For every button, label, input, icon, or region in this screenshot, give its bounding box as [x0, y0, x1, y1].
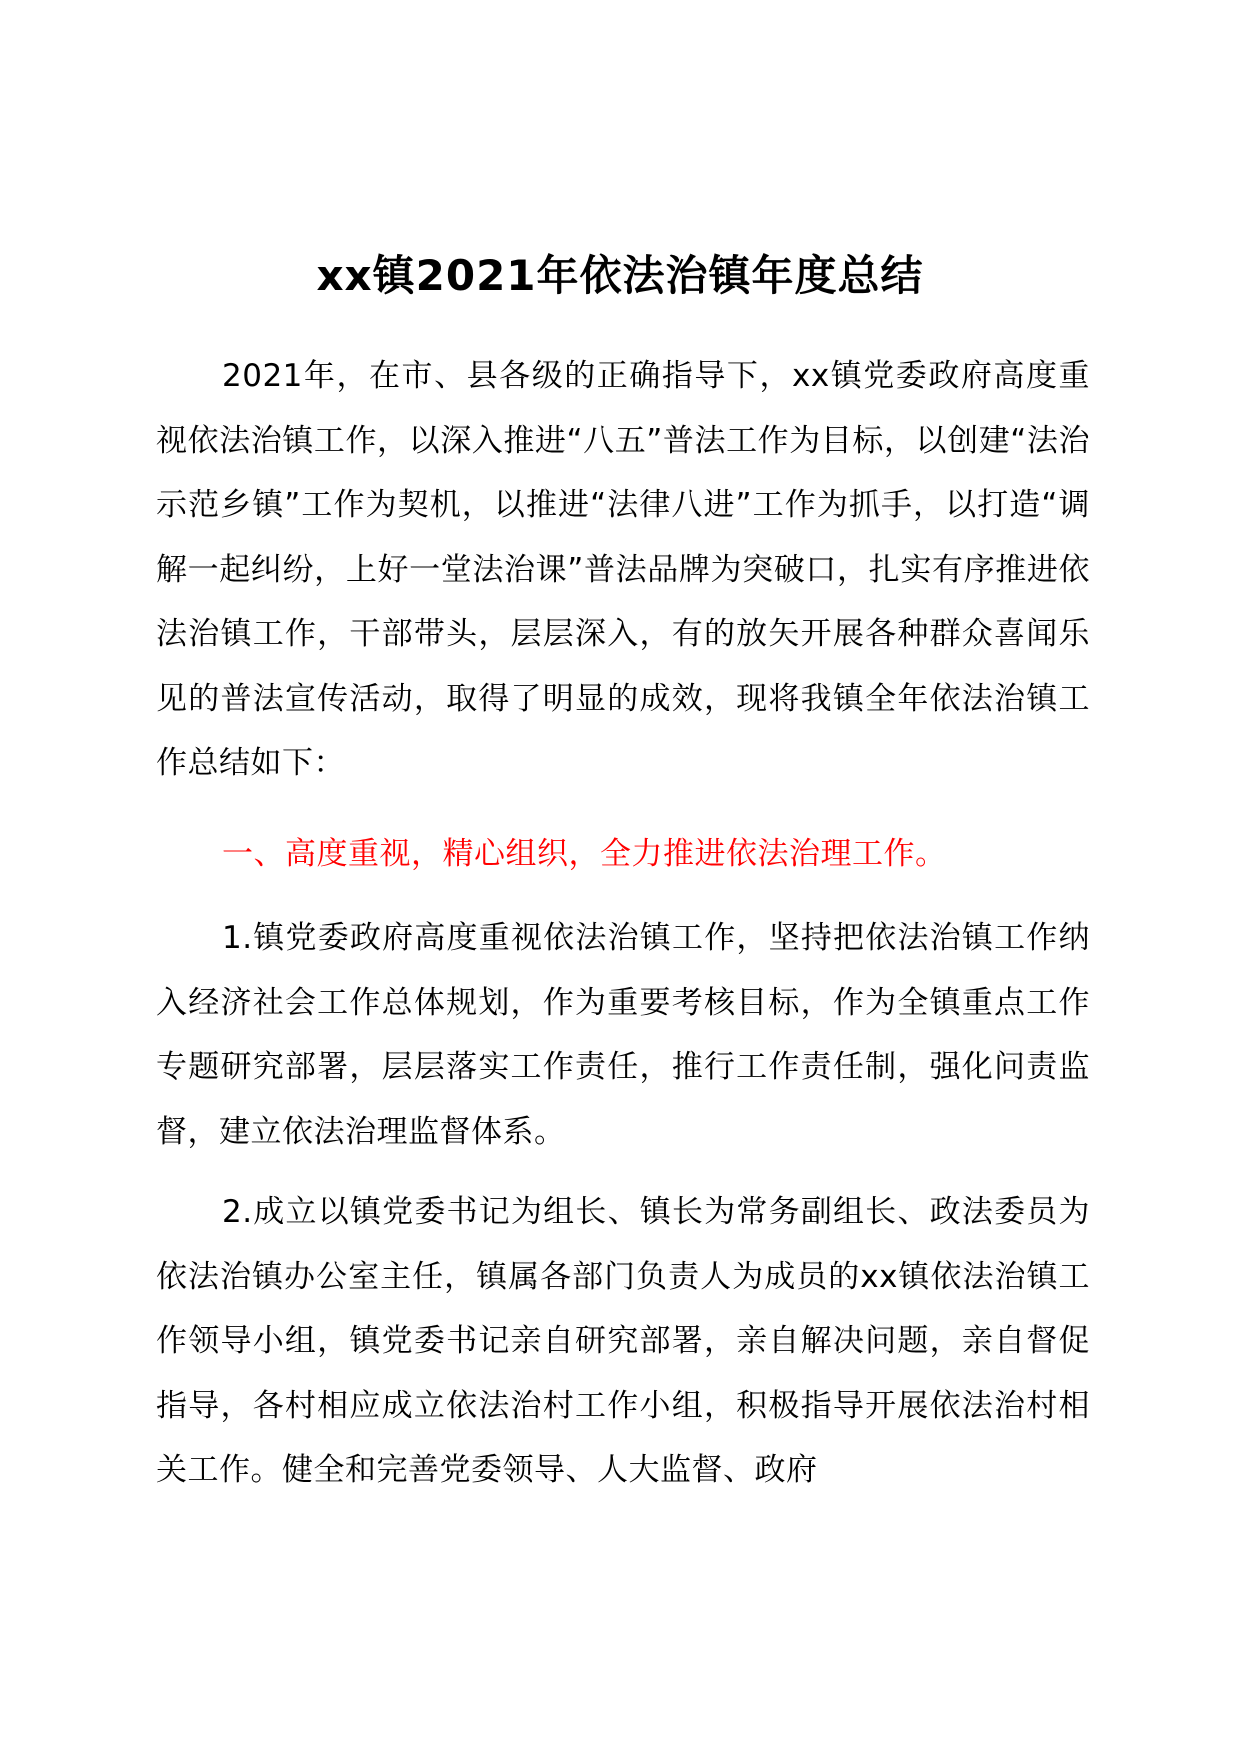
section-heading: 一、高度重视，精心组织，全力推进依法治理工作。 — [222, 836, 947, 872]
paragraph-item-2: 2.成立以镇党委书记为组长、镇长为常务副组长、政法委员为依法治镇办公室主任，镇属各部门负责人为成员的xx镇依法治镇工作领导小组，镇党委书记亲自研究部署，亲自解决问题，亲自督促指导，各村相应成立依法治村工作小组，积极指导开展依法治村相关工作。健全和完善党委领导、人大监督、政府 — [156, 1194, 1090, 1488]
intro-paragraph: 2021年，在市、县各级的正确指导下，xx镇党委政府高度重视依法治镇工作，以深入推进“八五”普法工作为目标，以创建“法治示范乡镇”工作为契机，以推进“法律八进”工作为抓手，以打造“调解一起纠纷，上好一堂法治课”普法品牌为突破口，扎实有序推进依法治镇工作，干部带头，层层深入，有的放矢开展各种群众喜闻乐见的普法宣传活动，取得了明显的成效，现将我镇全年依法治镇工作总结如下： — [156, 358, 1090, 781]
paragraph-item-1: 1.镇党委政府高度重视依法治镇工作，坚持把依法治镇工作纳入经济社会工作总体规划，作为重要考核目标，作为全镇重点工作专题研究部署，层层落实工作责任，推行工作责任制，强化问责监督，建立依法治理监督体系。 — [156, 920, 1090, 1150]
document-title: xx镇2021年依法治镇年度总结 — [316, 251, 924, 300]
